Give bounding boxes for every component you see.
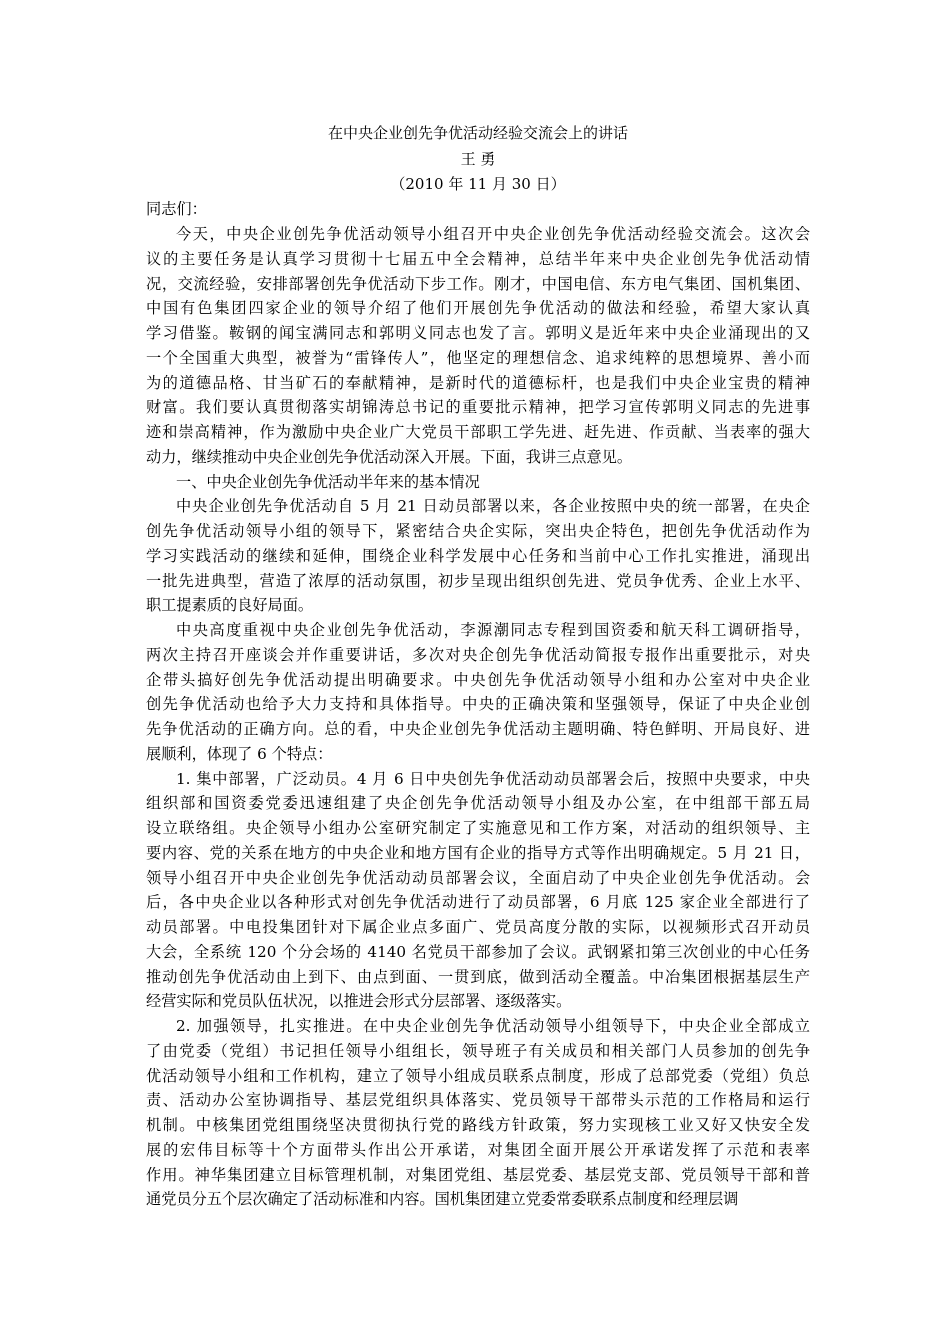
paragraph-line: 中国有色集团四家企业的领导介绍了他们开展创先争优活动的做法和经验，希望大家认真 bbox=[146, 299, 810, 318]
paragraph bbox=[146, 470, 810, 495]
paragraph-line: 况，交流经验，安排部署创先争优活动下步工作。刚才，中国电信、东方电气集团、国机集团、 bbox=[146, 274, 810, 293]
document-title: 在中央企业创先争优活动经验交流会上的讲话 bbox=[327, 124, 628, 142]
document-page bbox=[146, 120, 810, 1212]
paragraph-line: 要内容、党的关系在地方的中央企业和地方国有企业的指导方式等作出明确规定。5 月 21 日， bbox=[146, 843, 810, 862]
paragraph-line: 一批先进典型，营造了浓厚的活动氛围，初步呈现出组织创先进、党员争优秀、企业上水平、 bbox=[146, 571, 810, 590]
paragraph-line: 设立联络组。央企领导小组办公室研究制定了实施意见和工作方案，对活动的组织领导、主 bbox=[146, 819, 810, 837]
paragraph-line: 一个全国重大典型，被誉为“雷锋传人”，他坚定的理想信念、追求纯粹的思想境界、善小而 bbox=[146, 348, 810, 367]
paragraph-line: 企带头搞好创先争优活动提出明确要求。中央创先争优活动领导小组和办公室对中央企业 bbox=[146, 670, 810, 689]
paragraph-line: 通党员分五个层次确定了活动标准和内容。国机集团建立党委常委联系点制度和经理层调 bbox=[146, 1190, 739, 1209]
paragraph-line: 迹和崇高精神，作为激励中央企业广大党员干部职工学先进、赶先进、作贡献、当表率的强大 bbox=[146, 423, 810, 441]
paragraph bbox=[146, 494, 810, 618]
paragraph-line: 动员部署。中电投集团针对下属企业点多面广、党员高度分散的实际，以视频形式召开动员 bbox=[146, 918, 810, 936]
paragraph-line: 今天，中央企业创先争优活动领导小组召开中央企业创先争优活动经验交流会。这次会 bbox=[176, 225, 810, 243]
paragraph-line: 学习实践活动的继续和延伸，围绕企业科学发展中心任务和当前中心工作扎实推进，涌现出 bbox=[146, 546, 810, 565]
paragraph-line: 机制。中核集团党组围绕坚决贯彻执行党的路线方针政策，努力实现核工业又好又快安全发 bbox=[146, 1116, 810, 1134]
paragraph-line: 展的宏伟目标等十个方面带头作出公开承诺，对集团全面开展公开承诺发挥了示范和表率 bbox=[146, 1140, 810, 1159]
paragraph-line: 1. 集中部署，广泛动员。4 月 6 日中央创先争优活动动员部署会后，按照中央要求，中央 bbox=[176, 769, 810, 788]
paragraph-line: 组织部和国资委党委迅速组建了央企创先争优活动领导小组及办公室，在中组部干部五局 bbox=[146, 794, 810, 813]
paragraph-line: 后，各中央企业以各种形式对创先争优活动进行了动员部署，6 月底 125 家企业全部进行了 bbox=[146, 893, 810, 912]
paragraph-line: 了由党委（党组）书记担任领导小组组长，领导班子有关成员和相关部门人员参加的创先争 bbox=[146, 1041, 810, 1060]
paragraph-line: 先争优活动的正确方向。总的看，中央企业创先争优活动主题明确、特色鲜明、开局良好、进 bbox=[146, 720, 810, 738]
paragraph-line: 动力，继续推动中央企业创先争优活动深入开展。下面，我讲三点意见。 bbox=[146, 447, 632, 466]
paragraph-line: 作用。神华集团建立目标管理机制，对集团党组、基层党委、基层党支部、党员领导干部和普 bbox=[146, 1165, 810, 1184]
paragraph bbox=[146, 618, 810, 767]
paragraph-line: 经营实际和党员队伍状况，以推进会形式分层部署、逐级落实。 bbox=[146, 992, 572, 1011]
paragraph-line: 中央企业创先争优活动自 5 月 21 日动员部署以来，各企业按照中央的统一部署，在央企 bbox=[176, 497, 810, 516]
paragraph bbox=[146, 1014, 810, 1212]
paragraph bbox=[146, 767, 810, 1015]
paragraph-line: 学习借鉴。鞍钢的闻宝满同志和郭明义同志也发了言。郭明义是近年来中央企业涌现出的又 bbox=[146, 324, 810, 342]
paragraph-line: 大会，全系统 120 个分会场的 4140 名党员干部参加了会议。武钢紧扣第三次创业的中心任务 bbox=[146, 942, 810, 961]
paragraph-line: 财富。我们要认真贯彻落实胡锦涛总书记的重要批示精神，把学习宣传郭明义同志的先进事 bbox=[146, 398, 810, 417]
paragraph-line: 2. 加强领导，扎实推进。在中央企业创先争优活动领导小组领导下，中央企业全部成立 bbox=[176, 1017, 810, 1035]
paragraph-line: 创先争优活动领导小组的领导下，紧密结合央企实际，突出央企特色，把创先争优活动作为 bbox=[146, 522, 810, 540]
paragraph-line: 为的道德品格、甘当矿石的奉献精神，是新时代的道德标杆，也是我们中央企业宝贵的精神 bbox=[146, 373, 810, 392]
salutation: 同志们： bbox=[146, 200, 207, 218]
paragraph bbox=[146, 222, 810, 470]
paragraph-line: 一、中央企业创先争优活动半年来的基本情况 bbox=[176, 472, 480, 491]
paragraph-line: 展顺利，体现了 6 个特点： bbox=[146, 744, 333, 763]
document-date: （2010 年 11 月 30 日） bbox=[390, 175, 566, 193]
paragraph-line: 两次主持召开座谈会并作重要讲话，多次对央企创先争优活动简报专报作出重要批示，对央 bbox=[146, 645, 810, 664]
paragraph-line: 优活动领导小组和工作机构，建立了领导小组成员联系点制度，形成了总部党委（党组）负总 bbox=[146, 1066, 810, 1085]
paragraph-line: 责、活动办公室协调指导、基层党组织具体落实、党员领导干部带头示范的工作格局和运行 bbox=[146, 1091, 810, 1110]
paragraph-line: 推动创先争优活动由上到下、由点到面、一贯到底，做到活动全覆盖。中冶集团根据基层生产 bbox=[146, 967, 810, 986]
paragraph-line: 职工提素质的良好局面。 bbox=[146, 596, 314, 615]
document-body bbox=[146, 222, 810, 1212]
paragraph-line: 创先争优活动也给予大力支持和具体指导。中央的正确决策和坚强领导，保证了中央企业创 bbox=[146, 695, 810, 714]
paragraph-line: 议的主要任务是认真学习贯彻十七届五中全会精神，总结半年来中央企业创先争优活动情 bbox=[146, 249, 810, 268]
paragraph-line: 领导小组召开中央企业创先争优活动动员部署会议，全面启动了中央企业创先争优活动。会 bbox=[146, 868, 810, 887]
paragraph-line: 中央高度重视中央企业创先争优活动，李源潮同志专程到国资委和航天科工调研指导， bbox=[176, 621, 810, 639]
document-author: 王 勇 bbox=[460, 150, 496, 168]
